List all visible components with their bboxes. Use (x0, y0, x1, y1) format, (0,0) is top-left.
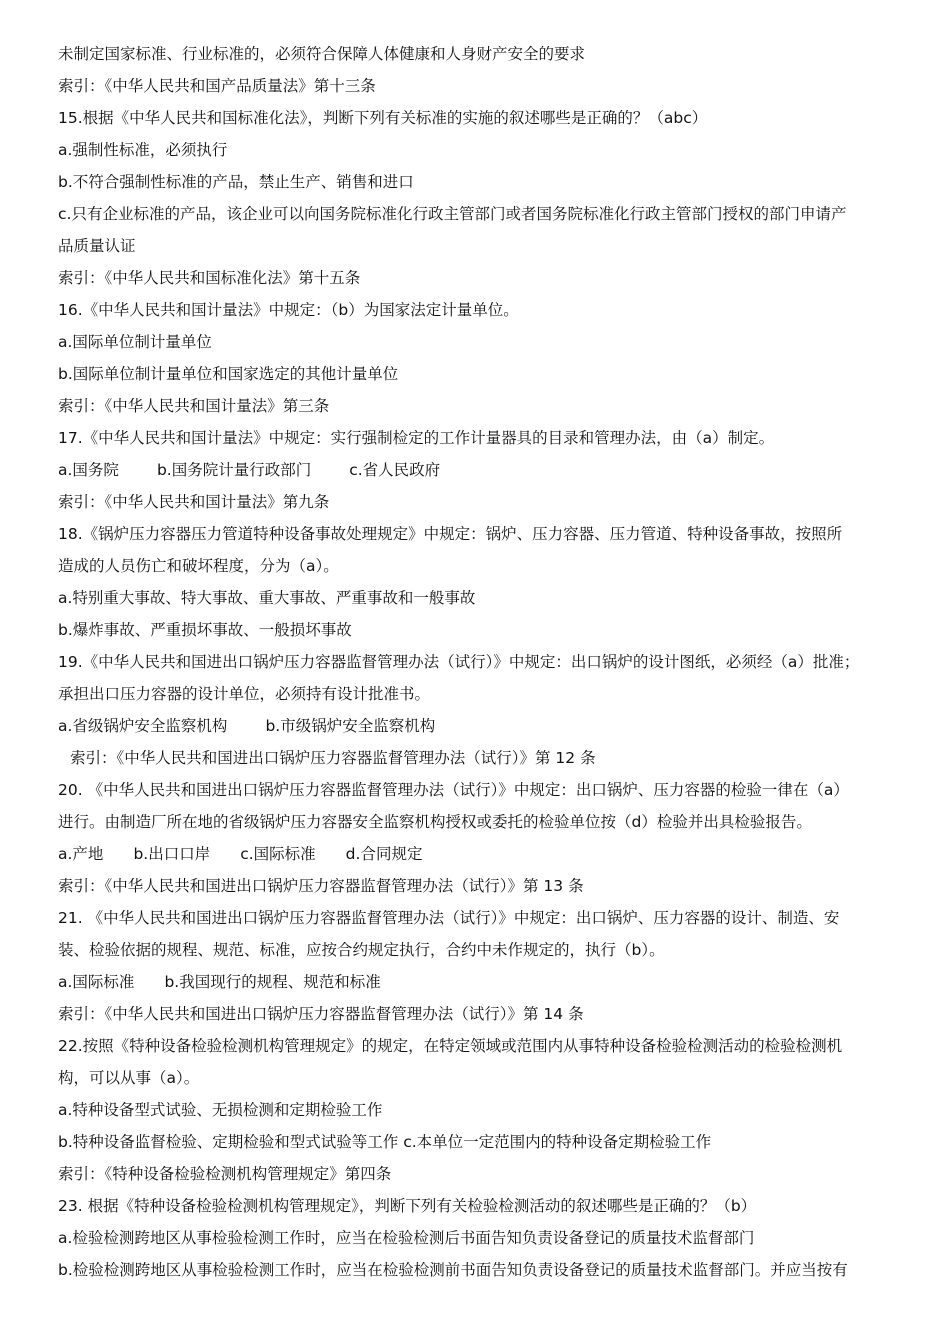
option-line-continued: 品质量认证 (58, 237, 136, 255)
option-line: b.检验检测跨地区从事检验检测工作时，应当在检验检测前书面告知负责设备登记的质量技术监督部门。并应当按有 (58, 1261, 848, 1279)
question-22: 22.按照《特种设备检验检测机构管理规定》的规定，在特定领域或范围内从事特种设备检验检测活动的检验检测机 (58, 1037, 843, 1055)
question-17: 17.《中华人民共和国计量法》中规定：实行强制检定的工作计量器具的目录和管理办法，由（a）制定。 (58, 429, 775, 447)
reference-line: 索引：《中华人民共和国产品质量法》第十三条 (58, 77, 376, 95)
question-18-continued: 造成的人员伤亡和破坏程度，分为（a）。 (58, 557, 339, 575)
reference-line: 索引：《中华人民共和国进出口锅炉压力容器监督管理办法（试行）》第 14 条 (58, 1005, 584, 1023)
question-23: 23. 根据《特种设备检验检测机构管理规定》，判断下列有关检验检测活动的叙述哪些是正确的？（b） (58, 1197, 757, 1215)
question-21: 21. 《中华人民共和国进出口锅炉压力容器监督管理办法（试行）》中规定：出口锅炉、压力容器的设计、制造、安 (58, 909, 840, 927)
question-19: 19.《中华人民共和国进出口锅炉压力容器监督管理办法（试行）》中规定：出口锅炉的设计图纸，必须经（a）批准； (58, 653, 860, 671)
question-22-continued: 构，可以从事（a）。 (58, 1069, 200, 1087)
option-a: a.省级锅炉安全监察机构 (58, 717, 228, 735)
option-a: a.产地 (58, 845, 104, 863)
text-line: 未制定国家标准、行业标准的，必须符合保障人体健康和人身财产安全的要求 (58, 45, 586, 63)
document-body (58, 38, 910, 1286)
option-d: d.合同规定 (345, 845, 423, 863)
option-line: c.只有企业标准的产品，该企业可以向国务院标准化行政主管部门或者国务院标准化行政主管部门授权的部门申请产 (58, 205, 847, 223)
option-line: b.特种设备监督检验、定期检验和型式试验等工作 c.本单位一定范围内的特种设备定期检验工作 (58, 1133, 712, 1151)
question-16: 16.《中华人民共和国计量法》中规定：（b）为国家法定计量单位。 (58, 301, 519, 319)
reference-line: 索引：《特种设备检验检测机构管理规定》第四条 (58, 1165, 392, 1183)
option-b: b.市级锅炉安全监察机构 (265, 717, 436, 735)
option-c: c.省人民政府 (349, 461, 441, 479)
option-line: a.强制性标准，必须执行 (58, 141, 228, 159)
question-19-continued: 承担出口压力容器的设计单位，必须持有设计批准书。 (58, 685, 431, 703)
option-row (58, 454, 910, 486)
reference-line: 索引：《中华人民共和国进出口锅炉压力容器监督管理办法（试行）》第 12 条 (70, 749, 596, 767)
option-a: a.国际标准 (58, 973, 135, 991)
reference-line: 索引：《中华人民共和国标准化法》第十五条 (58, 269, 361, 287)
option-line: a.国际单位制计量单位 (58, 333, 212, 351)
option-b: b.出口口岸 (133, 845, 211, 863)
option-row (58, 710, 910, 742)
question-18: 18.《锅炉压力容器压力管道特种设备事故处理规定》中规定：锅炉、压力容器、压力管道、特种设备事故，按照所 (58, 525, 843, 543)
reference-line: 索引：《中华人民共和国计量法》第九条 (58, 493, 330, 511)
option-line: b.爆炸事故、严重损坏事故、一般损坏事故 (58, 621, 352, 639)
option-line: a.特别重大事故、特大事故、重大事故、严重事故和一般事故 (58, 589, 476, 607)
option-line: a.特种设备型式试验、无损检测和定期检验工作 (58, 1101, 383, 1119)
question-20-continued: 进行。由制造厂所在地的省级锅炉压力容器安全监察机构授权或委托的检验单位按（d）检验并出具检验报告。 (58, 813, 812, 831)
option-line: b.国际单位制计量单位和国家选定的其他计量单位 (58, 365, 399, 383)
option-b: b.国务院计量行政部门 (156, 461, 312, 479)
reference-line: 索引：《中华人民共和国进出口锅炉压力容器监督管理办法（试行）》第 13 条 (58, 877, 584, 895)
option-a: a.国务院 (58, 461, 119, 479)
option-line: a.检验检测跨地区从事检验检测工作时，应当在检验检测后书面告知负责设备登记的质量技术监督部门 (58, 1229, 755, 1247)
question-15: 15.根据《中华人民共和国标准化法》，判断下列有关标准的实施的叙述哪些是正确的？（abc） (58, 109, 708, 127)
option-c: c.国际标准 (240, 845, 316, 863)
question-20: 20. 《中华人民共和国进出口锅炉压力容器监督管理办法（试行）》中规定：出口锅炉、压力容器的检验一律在（a） (58, 781, 849, 799)
option-line: b.不符合强制性标准的产品，禁止生产、销售和进口 (58, 173, 414, 191)
reference-line: 索引：《中华人民共和国计量法》第三条 (58, 397, 330, 415)
option-b: b.我国现行的规程、规范和标准 (164, 973, 381, 991)
question-21-continued: 装、检验依据的规程、规范、标准，应按合约规定执行，合约中未作规定的，执行（b）。 (58, 941, 665, 959)
option-row (58, 838, 910, 870)
option-row (58, 966, 910, 998)
